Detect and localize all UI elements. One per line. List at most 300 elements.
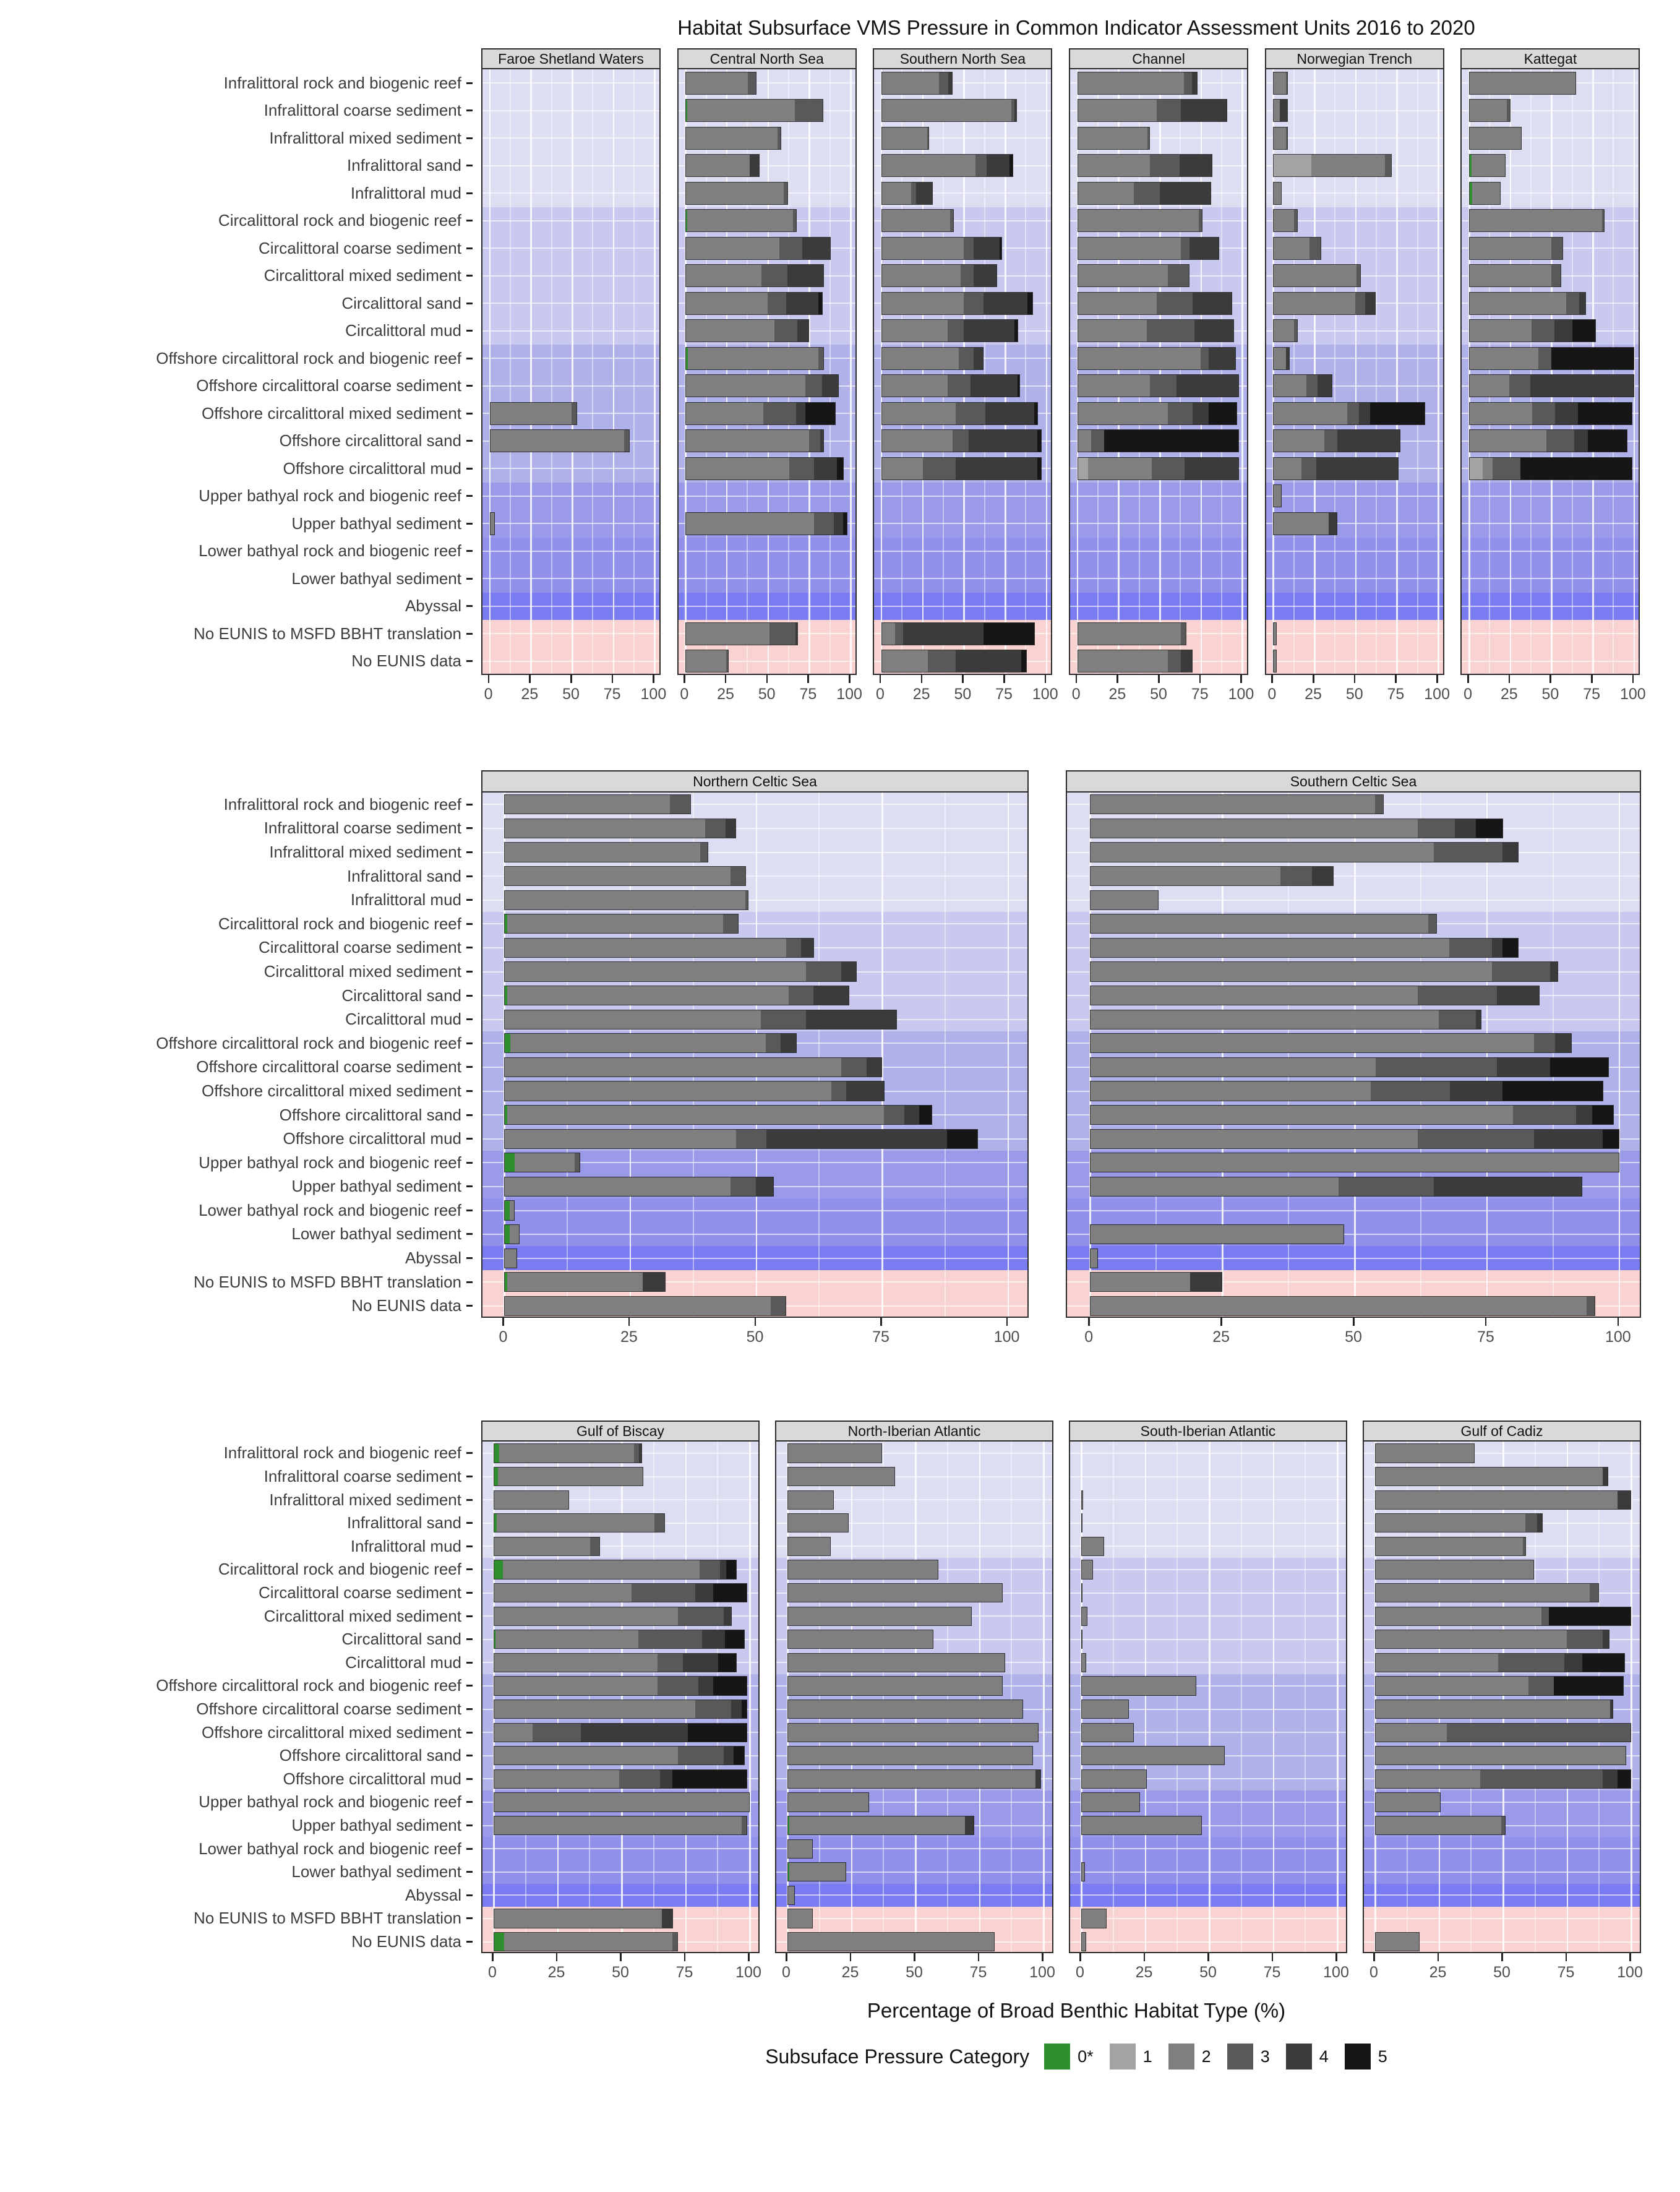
habitat-bar [504, 1296, 786, 1316]
gridline-vertical [1551, 69, 1553, 674]
y-axis-label: Offshore circalittoral rock and biogenic reef [156, 1674, 476, 1698]
bar-segment-cat-2 [505, 1177, 731, 1196]
y-tick [466, 1871, 473, 1873]
bar-segment-cat-4 [1579, 293, 1586, 314]
bar-segment-cat-2 [1274, 623, 1275, 645]
bar-segment-cat-3 [1480, 1770, 1603, 1788]
x-axis [481, 1318, 1029, 1354]
y-tick [466, 303, 473, 304]
bar-segment-cat-2 [494, 1816, 742, 1834]
bar-segment-cat-4 [698, 1677, 714, 1695]
bar-segment-cat-2 [1376, 1491, 1618, 1509]
bar-segment-cat-2 [1376, 1816, 1501, 1834]
bar-segment-cat-5 [1618, 1770, 1631, 1788]
x-tick [1566, 1953, 1567, 1961]
bar-segment-cat-4 [750, 155, 760, 176]
x-tick [612, 675, 614, 683]
x-tick [502, 1318, 504, 1326]
y-axis-label: Lower bathyal rock and biogenic reef [199, 538, 476, 565]
habitat-bar [1081, 1560, 1093, 1579]
habitat-bar [1081, 1792, 1140, 1812]
x-tick-label: 50 [1345, 686, 1363, 703]
bar-segment-cat-4 [1365, 293, 1375, 314]
y-axis-label: Circalittoral coarse sediment [259, 936, 476, 960]
bar-segment-cat-2 [687, 100, 795, 121]
bar-segment-cat-5 [843, 513, 846, 535]
bar-segment-cat-2 [686, 183, 784, 204]
habitat-bar [1078, 72, 1198, 95]
y-axis-label: Offshore circalittoral coarse sediment [196, 1055, 476, 1080]
bar-segment-cat-5 [1014, 320, 1018, 342]
habitat-bar [494, 1537, 600, 1556]
bar-segment-cat-2 [1376, 1700, 1610, 1718]
facet-plot [481, 793, 1029, 1318]
bar-segment-cat-3 [731, 1177, 756, 1196]
bar-segment-cat-3 [1286, 72, 1287, 94]
habitat-bar [1078, 429, 1239, 452]
bar-segment-cat-2 [491, 403, 572, 424]
bar-segment-cat-2 [495, 1630, 638, 1648]
y-axis-label: Infralittoral mixed sediment [269, 1488, 476, 1511]
bar-segment-cat-2 [1091, 1034, 1534, 1052]
depth-band-lower-bathyal [482, 1198, 1027, 1246]
y-tick [466, 995, 473, 997]
gridline-vertical [850, 69, 852, 674]
gridline-vertical [788, 69, 789, 674]
bar-segment-cat-3 [1538, 348, 1551, 369]
bar-segment-cat-2 [1078, 623, 1181, 645]
bar-segment-cat-2 [882, 293, 964, 314]
y-axis-label: Circalittoral rock and biogenic reef [218, 207, 476, 235]
bar-segment-cat-3 [884, 1106, 904, 1124]
bar-segment-cat-2 [1082, 1560, 1092, 1578]
bar-segment-cat-2 [1376, 1584, 1590, 1602]
x-tick [1438, 1953, 1439, 1961]
habitat-bar [1078, 347, 1236, 370]
habitat-bar [504, 890, 748, 910]
x-tick [684, 675, 685, 683]
y-tick [466, 1568, 473, 1570]
habitat-bar [787, 1537, 831, 1556]
bar-segment-cat-2 [491, 430, 625, 452]
x-tick [725, 675, 727, 683]
bar-segment-cat-2 [882, 320, 948, 342]
habitat-bar [881, 99, 1017, 122]
bar-segment-cat-0* [505, 1225, 509, 1244]
legend-key-3 [1227, 2044, 1270, 2070]
bar-segment-cat-2 [882, 403, 956, 424]
habitat-bar [1090, 1033, 1572, 1053]
bar-segment-cat-2 [1376, 1468, 1603, 1485]
bar-segment-cat-2 [1376, 1514, 1525, 1532]
gridline-vertical [768, 69, 769, 674]
bar-segment-cat-2 [510, 1034, 766, 1052]
gridline-vertical [945, 793, 946, 1317]
bar-segment-cat-2 [788, 1677, 1002, 1695]
habitat-bar [881, 127, 929, 150]
bar-segment-cat-3 [1385, 155, 1392, 176]
habitat-bar [1078, 182, 1211, 205]
habitat-bar [1375, 1583, 1599, 1602]
gridline-vertical [613, 69, 615, 674]
bar-segment-cat-2 [788, 1584, 1002, 1602]
bar-segment-cat-4 [1180, 155, 1212, 176]
bar-segment-cat-4 [1603, 1770, 1618, 1788]
x-tick-label: 100 [1032, 686, 1058, 703]
bar-segment-cat-4 [846, 1081, 884, 1100]
y-axis-label: Lower bathyal sediment [291, 565, 476, 593]
bar-segment-cat-2 [1082, 1933, 1086, 1951]
bar-segment-cat-2 [1274, 238, 1309, 259]
bar-segment-cat-2 [1376, 1770, 1480, 1788]
gridline-vertical [1592, 69, 1594, 674]
habitat-bar [1078, 374, 1239, 397]
habitat-bar [1273, 319, 1298, 342]
y-tick [466, 220, 473, 221]
x-tick [1436, 675, 1438, 683]
legend-swatch [1345, 2044, 1371, 2070]
bar-segment-cat-4 [1497, 1058, 1549, 1077]
bar-segment-cat-4 [683, 1654, 719, 1672]
y-tick [466, 1452, 473, 1454]
x-tick-label: 100 [1323, 1964, 1349, 1982]
gridline-vertical [1420, 793, 1421, 1317]
facet-panel-north-iberian-atlantic [775, 1421, 1053, 1989]
bar-segment-cat-2 [788, 1560, 938, 1578]
habitat-bar [1469, 264, 1561, 287]
bar-segment-cat-2 [788, 1909, 812, 1927]
legend-key-0* [1044, 2044, 1094, 2070]
bar-segment-cat-2 [505, 962, 806, 981]
habitat-bar [1375, 1607, 1631, 1626]
x-tick [1116, 675, 1118, 683]
habitat-bar [1375, 1537, 1526, 1556]
bar-segment-cat-2 [1082, 1909, 1106, 1927]
bar-segment-cat-2 [1091, 1297, 1587, 1315]
x-tick-label: 50 [1199, 1964, 1217, 1982]
y-tick [466, 468, 473, 470]
x-tick-label: 75 [675, 1964, 693, 1982]
bar-segment-cat-2 [788, 1700, 1022, 1718]
x-tick-label: 25 [1108, 686, 1126, 703]
bar-segment-cat-2 [882, 155, 975, 176]
x-tick [653, 675, 654, 683]
gridline-vertical [1567, 1442, 1569, 1952]
bar-segment-cat-2 [882, 127, 927, 149]
bar-segment-cat-4 [1434, 1177, 1582, 1196]
x-tick-label: 100 [1605, 1328, 1631, 1346]
habitat-bar [504, 794, 690, 814]
habitat-bar [1090, 1177, 1582, 1197]
habitat-bar [1273, 127, 1288, 150]
bar-segment-cat-2 [497, 1514, 654, 1532]
bar-segment-cat-2 [788, 1933, 994, 1951]
bar-segment-cat-3 [895, 623, 903, 645]
bar-segment-cat-2 [1470, 100, 1507, 121]
y-tick [466, 1917, 473, 1919]
x-tick [755, 1318, 756, 1326]
bar-segment-cat-2 [494, 1584, 632, 1602]
bar-segment-cat-3 [911, 183, 916, 204]
bar-segment-cat-3 [1301, 458, 1316, 479]
bar-segment-cat-4 [1329, 513, 1337, 535]
bar-segment-cat-3 [795, 100, 823, 121]
bar-segment-cat-2 [1091, 1010, 1439, 1029]
habitat-bar [1273, 99, 1288, 122]
x-tick-label: 50 [758, 686, 776, 703]
bar-segment-cat-2 [1078, 210, 1199, 231]
y-tick [466, 605, 473, 607]
bar-segment-cat-4 [904, 1106, 919, 1124]
bar-segment-cat-2 [1274, 485, 1280, 507]
x-tick-label: 100 [1029, 1964, 1055, 1982]
y-axis-label: Abyssal [405, 1883, 476, 1907]
gridline-horizontal [1067, 1210, 1640, 1211]
bar-segment-cat-2 [505, 819, 705, 838]
facet-plot [1066, 793, 1641, 1318]
y-tick [466, 971, 473, 973]
bar-segment-cat-4 [822, 375, 838, 397]
bar-segment-cat-4 [987, 155, 1009, 176]
bar-segment-cat-5 [919, 1106, 932, 1124]
habitat-bar [1090, 866, 1334, 886]
facet-panel-northern-celtic-sea [481, 770, 1029, 1354]
bar-segment-cat-3 [590, 1537, 599, 1555]
bar-segment-cat-2 [788, 1607, 971, 1625]
bar-segment-cat-4 [1160, 183, 1211, 204]
x-tick [1373, 1953, 1375, 1961]
y-axis-labels [0, 1421, 476, 1953]
bar-segment-cat-4 [1192, 72, 1197, 94]
habitat-bar [787, 1630, 933, 1649]
bar-segment-cat-2 [686, 265, 761, 286]
bar-segment-cat-2 [686, 238, 779, 259]
y-tick [466, 804, 473, 806]
y-axis-label: Infralittoral mud [351, 888, 476, 912]
habitat-bar [494, 1723, 747, 1742]
facet-plot [677, 69, 857, 675]
bar-segment-cat-2 [686, 320, 774, 342]
bar-segment-cat-3 [1428, 914, 1436, 933]
habitat-bar [1090, 986, 1540, 1005]
facet-strip: Gulf of Cadiz [1363, 1421, 1641, 1442]
habitat-bar [787, 1769, 1041, 1789]
bar-segment-cat-2 [788, 1444, 881, 1462]
bar-segment-cat-2 [789, 1816, 965, 1834]
y-axis-label: Circalittoral sand [341, 1628, 476, 1651]
bar-segment-cat-3 [1532, 320, 1554, 342]
bar-segment-cat-2 [1376, 1933, 1419, 1951]
habitat-bar [1078, 154, 1213, 177]
habitat-bar [1469, 209, 1605, 232]
habitat-bar [787, 1607, 972, 1626]
bar-segment-cat-4 [1537, 1514, 1542, 1532]
habitat-bar [1375, 1653, 1625, 1672]
legend-label: 1 [1142, 2047, 1152, 2066]
bar-segment-cat-4 [731, 1700, 741, 1718]
bar-segment-cat-3 [658, 1654, 683, 1672]
bar-segment-cat-3 [1498, 1654, 1564, 1672]
bar-segment-cat-3 [1602, 210, 1604, 231]
habitat-bar [787, 1583, 1003, 1602]
bar-segment-cat-2 [1078, 375, 1151, 397]
bar-segment-cat-4 [1359, 403, 1371, 424]
bar-segment-cat-4 [781, 1034, 795, 1052]
bar-segment-cat-2 [503, 1560, 699, 1578]
bar-segment-cat-3 [1371, 1081, 1450, 1100]
habitat-bar [494, 1700, 747, 1719]
bar-segment-cat-3 [1134, 183, 1160, 204]
bar-segment-cat-2 [1274, 650, 1275, 672]
bar-segment-cat-2 [1274, 210, 1294, 231]
bar-segment-cat-2 [1078, 348, 1201, 369]
bar-segment-cat-4 [971, 375, 1018, 397]
x-tick [1158, 675, 1160, 683]
bar-segment-cat-2 [1376, 1654, 1498, 1672]
bar-segment-cat-5 [1554, 1677, 1622, 1695]
bar-segment-cat-4 [1337, 430, 1399, 452]
habitat-bar [1090, 794, 1384, 814]
bar-segment-cat-3 [1356, 265, 1360, 286]
bar-segment-cat-5 [718, 1654, 736, 1672]
x-tick [556, 1953, 558, 1961]
bar-segment-cat-2 [1470, 293, 1566, 314]
y-tick [466, 1778, 473, 1780]
bar-segment-cat-3 [1376, 1058, 1497, 1077]
x-tick [1271, 675, 1273, 683]
x-tick [1335, 1953, 1337, 1961]
x-tick [1354, 675, 1356, 683]
facet-panel-south-iberian-atlantic [1069, 1421, 1347, 1989]
bar-segment-cat-3 [805, 375, 821, 397]
x-axis [1069, 1953, 1347, 1989]
bar-segment-cat-2 [494, 1747, 678, 1764]
y-tick [466, 330, 473, 332]
gridline-horizontal [482, 1234, 1027, 1235]
bar-segment-cat-2 [788, 1537, 830, 1555]
x-tick-label: 25 [620, 1328, 638, 1346]
bar-segment-cat-2 [507, 1106, 884, 1124]
bar-segment-cat-2 [494, 1607, 678, 1625]
bar-segment-cat-4 [726, 819, 735, 838]
habitat-bar [1273, 457, 1399, 480]
x-tick [786, 1953, 787, 1961]
bar-segment-cat-4 [1492, 939, 1502, 957]
y-tick [466, 82, 473, 84]
habitat-bar [494, 1816, 747, 1835]
habitat-bar [1081, 1932, 1086, 1951]
bar-segment-cat-3 [1551, 265, 1561, 286]
x-tick-label: 100 [1619, 686, 1646, 703]
habitat-bar [1081, 1862, 1085, 1881]
bar-segment-cat-3 [964, 238, 974, 259]
facet-strip: Southern North Sea [873, 48, 1052, 69]
gridline-vertical [851, 1442, 853, 1952]
bar-segment-cat-3 [786, 939, 801, 957]
x-axis [1460, 675, 1646, 711]
habitat-bar [787, 1932, 995, 1951]
habitat-bar [1090, 1272, 1222, 1292]
x-tick [1313, 675, 1314, 683]
y-tick [466, 578, 473, 580]
bar-segment-cat-3 [619, 1770, 660, 1788]
bar-segment-cat-4 [1316, 458, 1398, 479]
bar-segment-cat-2 [686, 623, 769, 645]
y-axis-label: Offshore circalittoral mixed sediment [202, 1721, 476, 1744]
y-axis-label: Upper bathyal sediment [291, 1175, 476, 1199]
bar-segment-cat-4 [984, 293, 1027, 314]
bar-segment-cat-4 [1603, 1468, 1608, 1485]
y-tick [466, 137, 473, 139]
habitat-bar [1469, 292, 1586, 315]
bar-segment-cat-3 [700, 1560, 720, 1578]
bar-segment-cat-4 [786, 293, 819, 314]
bar-segment-cat-2 [1376, 1537, 1523, 1555]
x-tick-label: 75 [995, 686, 1013, 703]
habitat-bar [1078, 650, 1193, 673]
x-tick [1220, 1318, 1222, 1326]
bar-segment-cat-2 [1274, 127, 1286, 149]
y-axis-label: Offshore circalittoral mixed sediment [202, 400, 476, 428]
y-axis-label: Circalittoral mud [345, 1007, 476, 1031]
x-tick-label: 50 [1345, 1328, 1362, 1346]
gridline-vertical [1337, 1442, 1339, 1952]
x-tick [628, 1318, 630, 1326]
gridline-vertical [1221, 69, 1222, 674]
faceted-bar-chart [0, 48, 1680, 1989]
gridline-vertical [1209, 1442, 1211, 1952]
bar-segment-cat-3 [1534, 1034, 1555, 1052]
facet-row-2 [0, 770, 1680, 1354]
x-tick [748, 1953, 750, 1961]
legend-swatch [1168, 2044, 1194, 2070]
habitat-bar [1273, 154, 1392, 177]
bar-segment-cat-2 [515, 1153, 574, 1172]
habitat-bar [787, 1653, 1005, 1672]
bar-segment-cat-2 [1470, 320, 1532, 342]
y-tick [466, 851, 473, 853]
bar-segment-cat-3 [1147, 127, 1149, 149]
habitat-bar [1090, 1081, 1603, 1101]
gridline-vertical [749, 1442, 751, 1952]
x-axis [775, 1953, 1053, 1989]
habitat-bar [685, 650, 728, 673]
x-tick-label: 50 [746, 1328, 764, 1346]
y-axis-label: No EUNIS to MSFD BBHT translation [194, 620, 476, 648]
x-tick-label: 25 [841, 1964, 859, 1982]
facet-strip: Channel [1069, 48, 1248, 69]
habitat-bar [1469, 127, 1522, 150]
bar-segment-cat-4 [695, 1584, 713, 1602]
bar-segment-cat-2 [1082, 1677, 1196, 1695]
gridline-horizontal [482, 1258, 1027, 1259]
y-axis-label: Abyssal [405, 1246, 476, 1270]
gridline-vertical [551, 69, 552, 674]
bar-segment-cat-5 [1018, 375, 1019, 397]
bar-segment-cat-2 [788, 1630, 933, 1648]
x-axis [1069, 675, 1254, 711]
y-axis-label: Circalittoral mixed sediment [264, 1604, 476, 1628]
habitat-bar [1090, 1129, 1619, 1149]
x-tick [1199, 675, 1201, 683]
habitat-bar [504, 1129, 977, 1149]
habitat-bar [685, 154, 760, 177]
bar-segment-cat-4 [1014, 100, 1016, 121]
y-axis-label: No EUNIS to MSFD BBHT translation [194, 1270, 476, 1294]
bar-segment-cat-2 [686, 403, 763, 424]
bar-segment-cat-3 [634, 1444, 639, 1462]
bar-segment-cat-0* [494, 1444, 499, 1462]
